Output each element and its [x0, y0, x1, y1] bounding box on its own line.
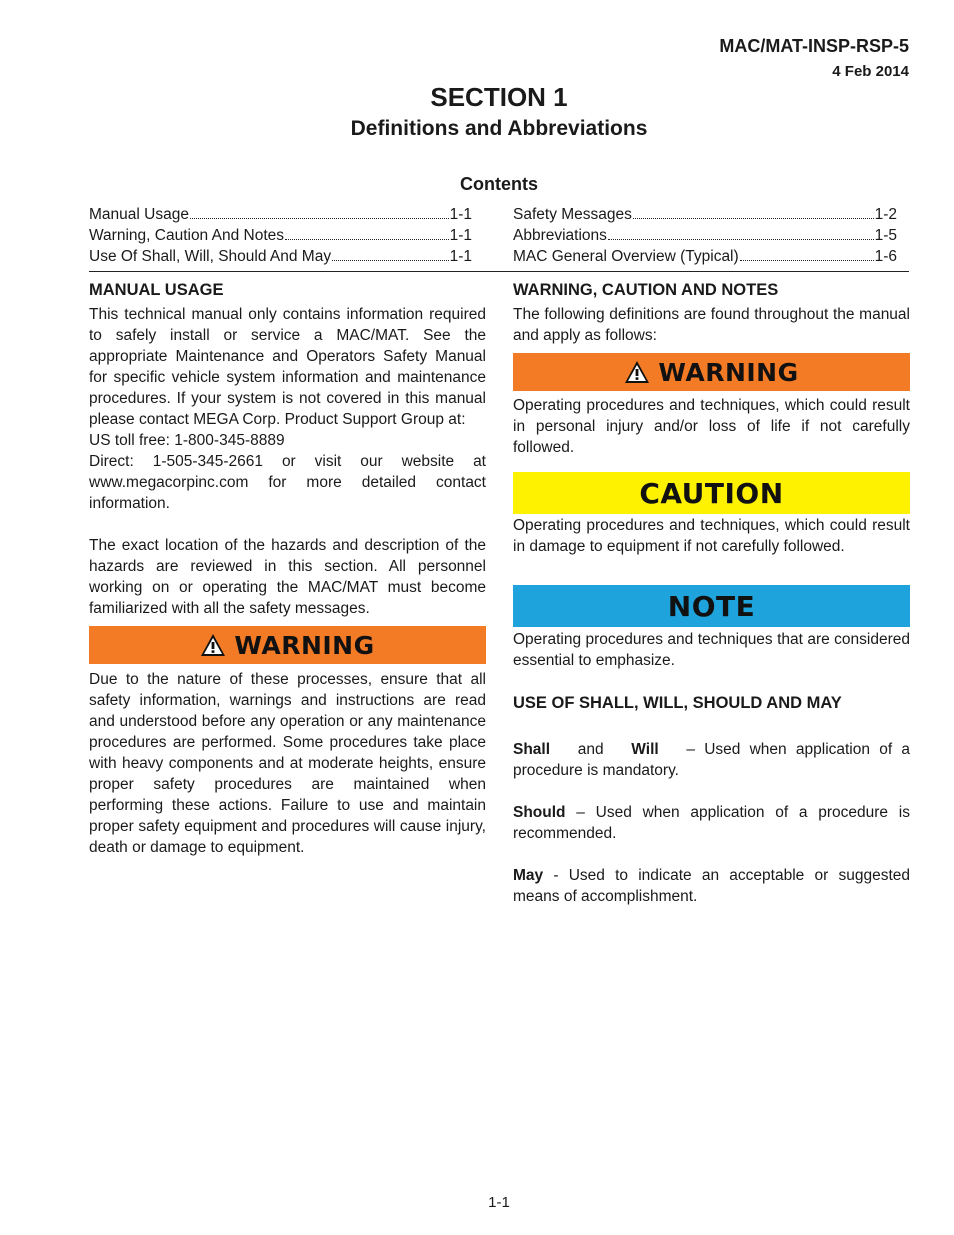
warning-banner	[513, 353, 910, 391]
manual-usage-paragraph: This technical manual only contains information required to safely install or service a MAC/MAT. See the appropriate Maintenance and Operators Safety Manual for specific vehicle system information and maintenance procedures. If your system is not covered in this manual please contact MEGA Corp. Product Support Group at:	[89, 306, 486, 428]
note-definition: Operating procedures and techniques that are considered essential to emphasize.	[513, 631, 910, 669]
term-may: May	[513, 867, 544, 884]
toc-entry-label: Manual Usage	[89, 206, 189, 223]
note-banner-label: NOTE	[667, 589, 756, 623]
toc-entry-label: Use Of Shall, Will, Should And May	[89, 248, 332, 265]
should-definition	[513, 802, 910, 844]
caution-definition: Operating procedures and techniques, which could result in damage to equipment if not carefully followed.	[513, 517, 910, 555]
warning-definition: Operating procedures and techniques, which could result in personal injury and/or loss of life if not carefully followed.	[513, 397, 910, 456]
toc-entry[interactable]	[89, 248, 472, 269]
page-number: 1-1	[488, 1194, 510, 1211]
term-will: Will	[631, 741, 659, 758]
toll-free-number: US toll free: 1-800-345-8889	[89, 432, 285, 449]
document-date: 4 Feb 2014	[832, 63, 909, 80]
warning-message: Due to the nature of these processes, ensure that all safety information, warnings and instructions are read and understood before any operation or any maintenance procedures are performed. Some procedures take place with heavy components and at moderate heights, ensure proper safety procedures are maintained when performing these actions. Failure to use and maintain proper safety equipment and procedures will cause injury, death or damage to equipment.	[89, 671, 486, 856]
toc-entry-label: Safety Messages	[513, 206, 632, 223]
toc-entry[interactable]	[89, 227, 472, 248]
and-word: and	[577, 741, 604, 758]
document-id: MAC/MAT-INSP-RSP-5	[719, 36, 909, 56]
warning-banner-label: WARNING	[234, 630, 375, 660]
toc-entry-page: 1-6	[874, 248, 897, 265]
section-title: SECTION 1	[430, 82, 568, 112]
toc-entry-page: 1-1	[449, 206, 472, 223]
warning-caution-notes-section	[513, 280, 910, 907]
may-text: - Used to indicate an acceptable or suggested means of accomplishment.	[513, 867, 910, 905]
direct-contact: Direct: 1-505-345-2661 or visit our website at www.megacorpinc.com for more detailed contact information.	[89, 453, 486, 512]
warning-banner-label: WARNING	[658, 357, 799, 387]
shall-will-definition	[513, 739, 910, 781]
toc-entry[interactable]	[513, 227, 897, 248]
toc-entry-page: 1-5	[874, 227, 897, 244]
definitions-intro: The following definitions are found throughout the manual and apply as follows:	[513, 306, 910, 344]
toc-entry-label: MAC General Overview (Typical)	[513, 248, 739, 265]
may-definition	[513, 865, 910, 907]
hazards-paragraph: The exact location of the hazards and description of the hazards are reviewed in this section. All personnel working on or operating the MAC/MAT must become familiarized with all the safety messages.	[89, 537, 486, 617]
contents-divider	[89, 271, 909, 272]
shall-will-text: – Used when application of a procedure is mandatory.	[513, 741, 910, 779]
term-should: Should	[513, 804, 566, 821]
toc-entry[interactable]	[89, 206, 472, 227]
toc-entry[interactable]	[513, 248, 897, 269]
section-subtitle: Definitions and Abbreviations	[350, 117, 648, 140]
should-text: – Used when application of a procedure is recommended.	[513, 804, 910, 842]
warning-triangle-icon	[200, 633, 226, 657]
warning-caution-notes-heading: WARNING, CAUTION AND NOTES	[513, 281, 779, 299]
caution-banner-label: CAUTION	[639, 476, 784, 510]
manual-usage-heading: MANUAL USAGE	[89, 281, 224, 299]
caution-banner	[513, 472, 910, 514]
toc-right	[513, 206, 897, 269]
toc-entry-label: Warning, Caution And Notes	[89, 227, 285, 244]
term-shall: Shall	[513, 741, 551, 758]
toc-entry-label: Abbreviations	[513, 227, 607, 244]
contents-heading: Contents	[460, 174, 538, 194]
manual-usage-section	[89, 280, 486, 858]
note-banner	[513, 585, 910, 627]
shall-will-heading: USE OF SHALL, WILL, SHOULD AND MAY	[513, 694, 842, 712]
warning-triangle-icon	[624, 360, 650, 384]
toc-entry-page: 1-1	[449, 248, 472, 265]
toc-entry-page: 1-2	[874, 206, 897, 223]
toc-left	[89, 206, 472, 269]
toc-entry[interactable]	[513, 206, 897, 227]
warning-banner	[89, 626, 486, 664]
toc-entry-page: 1-1	[449, 227, 472, 244]
